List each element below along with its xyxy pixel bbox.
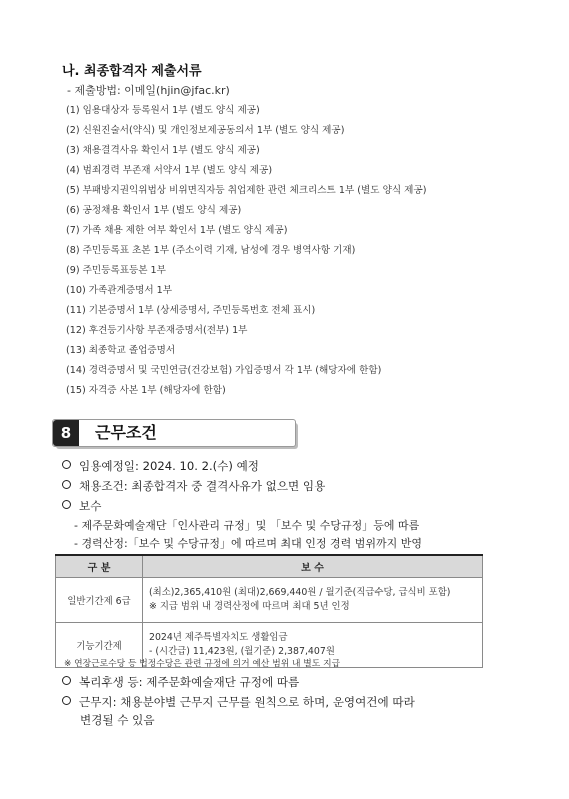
start-date-item (62, 458, 259, 474)
list-item: (10) 가족관계증명서 1부 (66, 285, 173, 296)
circle-bullet-icon (62, 460, 71, 469)
list-item: (8) 주민등록표 초본 1부 (주소이력 기재, 남성에 경우 병역사항 기재) (66, 245, 356, 256)
pay-sub-2: - 경력산정:「보수 및 수당규정」에 따르며 최대 인정 경력 범위까지 반영 (74, 537, 423, 550)
list-item: (7) 가족 채용 제한 여부 확인서 1부 (별도 양식 제공) (66, 225, 288, 236)
list-item: (15) 자격증 사본 1부 (해당자에 한함) (66, 385, 226, 396)
table-row (56, 578, 483, 623)
table-cell-type: 일반기간제 6급 (56, 578, 143, 623)
table-cell-pay (143, 578, 483, 623)
workplace-item (62, 694, 415, 710)
section-title-conditions: 근무조건 (95, 423, 157, 442)
list-item: (12) 후견등기사항 부존재증명서(전부) 1부 (66, 325, 248, 336)
pay-sub-1: - 제주문화예술재단「인사관리 규정」및 「보수 및 수당규정」등에 따름 (74, 519, 420, 532)
section-number-badge: 8 (53, 420, 79, 446)
workplace-continuation: 변경될 수 있음 (80, 713, 155, 727)
welfare-text: 복리후생 등: 제주문화예술재단 규정에 따름 (79, 675, 300, 689)
pay-line: - (시간급) 11,423원, (월기준) 2,387,407원 (149, 646, 335, 657)
table-header-type: 구 분 (56, 555, 143, 578)
workplace-text: 근무지: 채용분야별 근무지 근무를 원칙으로 하며, 운영여건에 따라 (79, 695, 415, 709)
document-list (66, 103, 426, 403)
header-box (52, 419, 296, 447)
table-footnote: ※ 연장근로수당 등 법정수당은 관련 규정에 의거 예산 범위 내 별도 지급 (64, 659, 341, 669)
list-item: (3) 채용결격사유 확인서 1부 (별도 양식 제공) (66, 145, 260, 156)
pay-line: ※ 지급 범위 내 경력산정에 따르며 최대 5년 인정 (149, 601, 350, 612)
pay-line: 2024년 제주특별자치도 생활임금 (149, 632, 288, 643)
condition-item (62, 478, 325, 494)
list-item: (6) 공정채용 확인서 1부 (별도 양식 제공) (66, 205, 242, 216)
list-item: (1) 임용대상자 등록원서 1부 (별도 양식 제공) (66, 105, 260, 116)
section-8-header (52, 419, 300, 451)
list-item: (2) 신원진술서(약식) 및 개인정보제공동의서 1부 (별도 양식 제공) (66, 125, 345, 136)
list-item: (5) 부패방지권익위법상 비위면직자등 취업제한 관련 체크리스트 1부 (별도 양식 제공) (66, 185, 427, 196)
table-header-row (56, 555, 483, 578)
list-item: (13) 최종학교 졸업증명서 (66, 345, 176, 356)
circle-bullet-icon (62, 676, 71, 685)
submission-method: - 제출방법: 이메일(hjin@jfac.kr) (67, 84, 230, 97)
circle-bullet-icon (62, 696, 71, 705)
condition-text: 채용조건: 최종합격자 중 결격사유가 없으면 임용 (79, 479, 326, 493)
table-cell-type: 기능기간제 (56, 623, 143, 668)
welfare-item (62, 674, 299, 690)
pay-table (55, 554, 483, 668)
list-item: (4) 범죄경력 부존재 서약서 1부 (별도 양식 제공) (66, 165, 273, 176)
table-header-pay: 보 수 (143, 555, 483, 578)
section-title-submission: 나. 최종합격자 제출서류 (62, 64, 202, 79)
circle-bullet-icon (62, 480, 71, 489)
list-item: (9) 주민등록표등본 1부 (66, 265, 166, 276)
circle-bullet-icon (62, 500, 71, 509)
list-item: (11) 기본증명서 1부 (상세증명서, 주민등록번호 전체 표시) (66, 305, 316, 316)
list-item: (14) 경력증명서 및 국민연금(건강보험) 가입증명서 각 1부 (해당자에 한함) (66, 365, 382, 376)
pay-heading-item (62, 498, 101, 514)
start-date-text: 임용예정일: 2024. 10. 2.(수) 예정 (79, 459, 259, 473)
pay-line: (최소)2,365,410원 (최대)2,669,440원 / 월기준(직급수당, 급식비 포함) (149, 587, 451, 598)
pay-heading-text: 보수 (79, 499, 102, 513)
